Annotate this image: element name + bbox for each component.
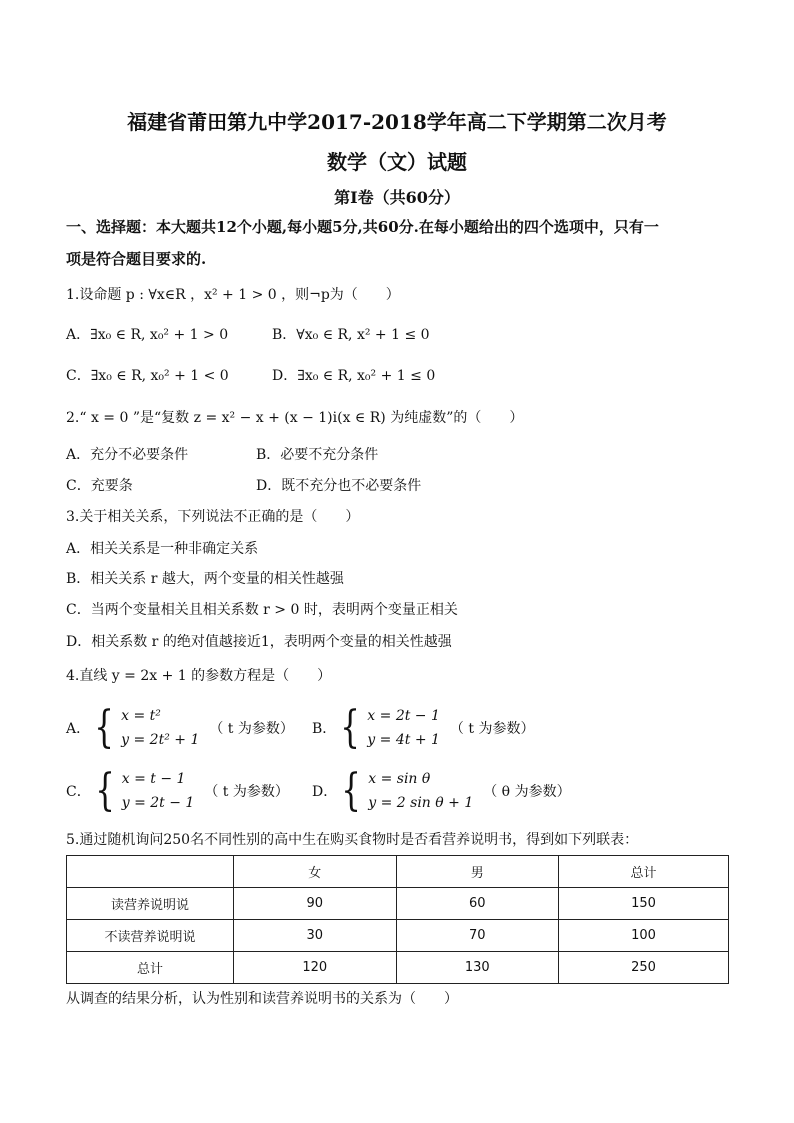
option-label: B．	[312, 721, 337, 737]
question-5-followup: 从调查的结果分析，认为性别和读营养说明书的关系为（ ）	[66, 991, 458, 1007]
equation-x: x = t − 1	[121, 771, 186, 787]
question-4-option-d	[312, 767, 571, 815]
question-2-option-a: A．充分不必要条件	[66, 447, 189, 463]
equation-x: x = sin θ	[368, 771, 431, 787]
part-heading: 第Ⅰ卷（共60分）	[334, 188, 460, 207]
section-instructions-line2: 项是符合题目要求的.	[66, 250, 207, 268]
table-cell: 90	[234, 888, 397, 920]
question-3-option-b: B．相关关系 r 越大，两个变量的相关性越强	[66, 571, 344, 587]
table-cell: 250	[559, 952, 729, 984]
exam-subtitle: 数学（文）试题	[327, 150, 467, 174]
table-cell: 60	[396, 888, 559, 920]
parameter-note: （ t 为参数）	[209, 721, 294, 737]
question-3-option-d: D．相关系数 r 的绝对值越接近1，表明两个变量的相关性越强	[66, 634, 452, 650]
table-header-cell: 总计	[559, 856, 729, 888]
table-cell: 70	[396, 920, 559, 952]
option-label: C．	[66, 784, 91, 800]
contingency-table	[66, 855, 729, 984]
question-1-stem: 1.设命题 p : ∀x∈R ，x² + 1 > 0 ，则¬p为（ ）	[66, 287, 400, 303]
question-4-option-a	[66, 704, 294, 752]
left-brace: {	[94, 702, 114, 753]
table-row	[67, 920, 729, 952]
parameter-note: （ t 为参数）	[204, 784, 289, 800]
question-1-option-a: A．∃x₀ ∈ R, x₀² + 1 > 0	[66, 327, 229, 343]
question-2-option-c: C．充要条	[66, 478, 133, 494]
table-cell: 120	[234, 952, 397, 984]
question-4-stem: 4.直线 y = 2x + 1 的参数方程是（ ）	[66, 668, 332, 684]
equation-y: y = 2t − 1	[121, 795, 195, 811]
parameter-note: （ θ 为参数）	[483, 784, 571, 800]
table-cell: 30	[234, 920, 397, 952]
table-row-label: 不读营养说明说	[67, 920, 234, 952]
question-2-option-d: D．既不充分也不必要条件	[256, 478, 422, 494]
equation-y: y = 2 sin θ + 1	[368, 795, 474, 811]
question-3-option-a: A．相关关系是一种非确定关系	[66, 541, 259, 557]
question-1-option-c: C．∃x₀ ∈ R, x₀² + 1 < 0	[66, 368, 229, 384]
equation-x: x = 2t − 1	[367, 708, 440, 724]
table-cell: 100	[559, 920, 729, 952]
option-label: A．	[66, 721, 91, 737]
question-1-option-b: B．∀x₀ ∈ R, x² + 1 ≤ 0	[272, 327, 430, 343]
table-row-label: 总计	[67, 952, 234, 984]
table-row	[67, 888, 729, 920]
question-2-stem: 2.“ x = 0 ”是“复数 z = x² − x + (x − 1)i(x ∈ R) 为纯虚数”的（ ）	[66, 410, 524, 426]
option-label: D．	[312, 784, 338, 800]
table-header-cell	[67, 856, 234, 888]
parameter-note: （ t 为参数）	[449, 721, 535, 737]
question-2-option-b: B．必要不充分条件	[256, 447, 379, 463]
exam-title: 福建省莆田第九中学2017-2018学年高二下学期第二次月考	[127, 110, 667, 134]
left-brace: {	[341, 765, 362, 816]
equation-y: y = 4t + 1	[367, 732, 440, 748]
question-5-stem: 5.通过随机询问250名不同性别的高中生在购买食物时是否看营养说明书，得到如下列联表：	[66, 832, 639, 848]
question-3-stem: 3.关于相关关系，下列说法不正确的是（ ）	[66, 509, 360, 525]
left-brace: {	[340, 702, 361, 753]
question-4-option-b	[312, 704, 534, 752]
equation-y: y = 2t² + 1	[121, 732, 200, 748]
section-instructions-line1: 一、选择题：本大题共12个小题,每小题5分,共60分.在每小题给出的四个选项中，只有一	[66, 218, 659, 236]
table-header-cell: 男	[396, 856, 559, 888]
table-row	[67, 952, 729, 984]
question-4-option-c	[66, 767, 289, 815]
table-cell: 150	[559, 888, 729, 920]
table-header-row	[67, 856, 729, 888]
equation-x: x = t²	[121, 708, 161, 724]
table-row-label: 读营养说明说	[67, 888, 234, 920]
table-header-cell: 女	[234, 856, 397, 888]
left-brace: {	[94, 765, 115, 816]
table-cell: 130	[396, 952, 559, 984]
question-1-option-d: D．∃x₀ ∈ R, x₀² + 1 ≤ 0	[272, 368, 436, 384]
question-3-option-c: C．当两个变量相关且相关系数 r > 0 时，表明两个变量正相关	[66, 602, 458, 618]
